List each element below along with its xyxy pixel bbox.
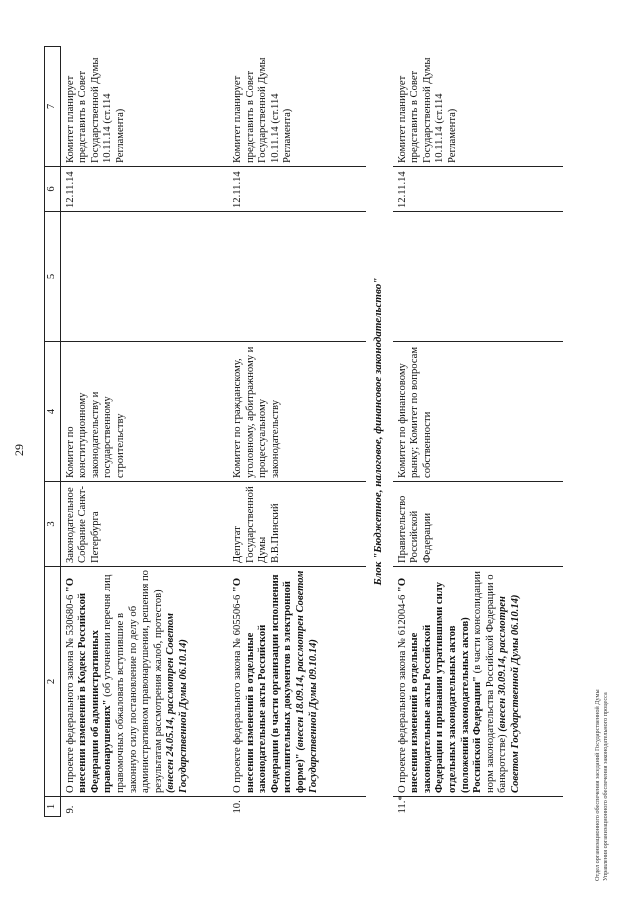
section-title: Блок "Бюджетное, налоговое, финансовое законодательство" bbox=[372, 277, 385, 586]
col-header: 4 bbox=[45, 342, 61, 482]
col-header: 7 bbox=[45, 47, 61, 167]
col5-cell bbox=[60, 212, 228, 342]
bill-name: "О внесении изменений в отдельные законодательные акты Российской Федерации и признании утратившими силу отдельных законодательных актов (положений законодательных актов) Российской Федерации" bbox=[396, 577, 484, 793]
bill-description bbox=[393, 567, 563, 797]
comment-cell: Комитет планирует представить в Совет Государственной Думы 10.11.14 (ст.114 Регламента) bbox=[60, 47, 228, 167]
table-row bbox=[228, 47, 366, 817]
row-number: 11.* bbox=[396, 795, 408, 814]
bill-author: Правительство Российской Федерации bbox=[393, 482, 563, 567]
bill-note: (в части консолидации норм законодательства Российской Федерации о банкротстве) bbox=[472, 571, 509, 793]
bill-intro: (внесен 30.09.14, рассмотрен Советом Государственной Думы 06.10.14) bbox=[497, 594, 522, 793]
bill-author: Законодательное Собрание Санкт-Петербурга bbox=[60, 482, 228, 567]
page-footer bbox=[594, 689, 609, 881]
table-row bbox=[60, 47, 228, 817]
bills-table bbox=[44, 46, 563, 817]
bill-description bbox=[60, 567, 228, 797]
col5-cell bbox=[228, 212, 366, 342]
section-row bbox=[366, 47, 393, 817]
bill-note: (в части организации исполнения исполнительных документов в электронной форме)" bbox=[269, 574, 307, 793]
date-cell: 12.11.14 bbox=[393, 167, 563, 212]
bill-author: Депутат Государственной Думы В.В.Пинский bbox=[228, 482, 366, 567]
col-header: 6 bbox=[45, 167, 61, 212]
responsible-committee: Комитет по финансовому рынку; Комитет по вопросам собственности bbox=[393, 342, 563, 482]
comment-cell: Комитет планирует представить в Совет Государственной Думы 10.11.14 (ст.114 Регламента) bbox=[393, 47, 563, 167]
bill-intro: (внесен 18.09.14, рассмотрен Советом Государственной Думы 09.10.14) bbox=[295, 570, 319, 793]
table-header bbox=[45, 47, 61, 817]
bill-name: "О внесении изменений в Кодекс Российской Федерации об административных правонарушениях" bbox=[64, 577, 114, 793]
row-number: 9. bbox=[64, 805, 76, 814]
bill-title: О проекте федерального закона № 605506-6 bbox=[232, 594, 244, 793]
bill-description bbox=[228, 567, 366, 797]
bill-intro: (внесен 24.05.14, рассмотрен Советом Государственной Думы 06.10.14) bbox=[165, 612, 189, 793]
date-cell: 12.11.14 bbox=[60, 167, 228, 212]
footer-line: Отдел организационного обеспечения заседаний Государственной Думы bbox=[594, 689, 601, 881]
table-row bbox=[393, 47, 563, 817]
responsible-committee: Комитет по гражданскому, уголовному, арбитражному и процессуальному законодательству bbox=[228, 342, 366, 482]
bill-title: О проекте федерального закона № 530680-6 bbox=[64, 594, 76, 793]
date-cell: 12.11.14 bbox=[228, 167, 366, 212]
bill-name: "О внесении изменений в отдельные законодательные акты Российской Федерации bbox=[232, 577, 281, 793]
col-header: 1 bbox=[45, 797, 61, 817]
col5-cell bbox=[393, 212, 563, 342]
page-number: 29 bbox=[12, 444, 26, 456]
row-number: 10. bbox=[232, 800, 244, 814]
bill-note: (об уточнении перечня лиц правомочных обжаловать вступившие в законную силу постановление по делу об административном правонарушении, решения по результатам рассмотрения жалоб, протестов) bbox=[102, 570, 164, 793]
comment-cell: Комитет планирует представить в Совет Государственной Думы 10.11.14 (ст.114 Регламента) bbox=[228, 47, 366, 167]
bill-title: О проекте федерального закона № 612004-6 bbox=[396, 594, 408, 793]
col-header: 3 bbox=[45, 482, 61, 567]
responsible-committee: Комитет по конституционному законодательству и государственному строительству bbox=[60, 342, 228, 482]
col-header: 5 bbox=[45, 212, 61, 342]
col-header: 2 bbox=[45, 567, 61, 797]
footer-line: Управления организационного обеспечения законодательного процесса bbox=[601, 692, 609, 881]
